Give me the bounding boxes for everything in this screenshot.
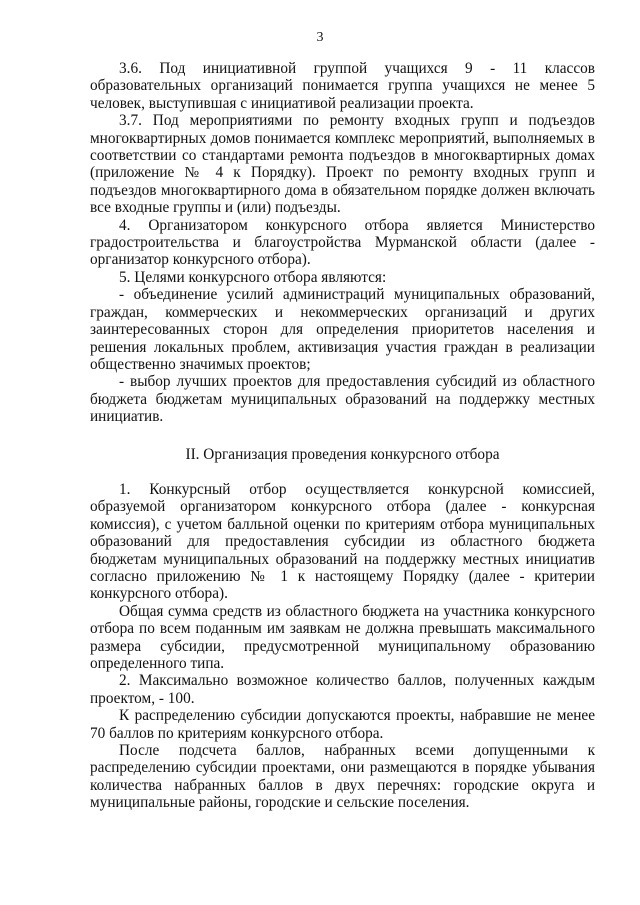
paragraph-3-7: 3.7. Под мероприятиями по ремонту входных групп и подъездов многоквартирных домов понимается комплекс мероприятий, выполняемых в соответствии со стандартами ремонта подъездов в многоквартирных домах (приложение № 4 к Порядку). Проект по ремонту входных групп и подъездов многоквартирного дома в обязательном порядке должен включать все входные группы и (или) подъезды. — [90, 112, 595, 217]
paragraph-3-6: 3.6. Под инициативной группой учащихся 9 - 11 классов образовательных организаций понимается группа учащихся не менее 5 человек, выступившая с инициативой реализации проекта. — [90, 60, 595, 112]
paragraph-4: 4. Организатором конкурсного отбора является Министерство градостроительства и благоустройства Мурманской области (далее - организатор конкурсного отбора). — [90, 216, 595, 269]
goal-item-2: - выбор лучших проектов для предоставления субсидий из областного бюджета бюджетам муниципальных образований на поддержку местных инициатив. — [90, 373, 595, 426]
page-number: 3 — [316, 30, 324, 45]
section2-paragraph-2: 2. Максимально возможное количество баллов, полученных каждым проектом, - 100. — [90, 672, 595, 707]
section-heading: II. Организация проведения конкурсного отбора — [185, 445, 500, 463]
section2-paragraph-1: 1. Конкурсный отбор осуществляется конкурсной комиссией, образуемой организатором конкурсного отбора (далее - конкурсная комиссия), с учетом балльной оценки по критериям отбора муниципальных образований для предоставления субсидии из областного бюджета бюджетам муниципальных образований на поддержку местных инициатив согласно приложению № 1 к настоящему Порядку (далее - критерии конкурсного отбора). — [90, 480, 595, 603]
paragraph-5: 5. Целями конкурсного отбора являются: — [119, 268, 387, 286]
section2-paragraph-admission: К распределению субсидии допускаются проекты, набравшие не менее 70 баллов по критериям конкурсного отбора. — [90, 707, 595, 742]
section2-paragraph-ranking: После подсчета баллов, набранных всеми допущенными к распределению субсидии проектами, они размещаются в порядке убывания количества набранных баллов в двух перечнях: городские округа и муниципальные районы, городские и сельские поселения. — [90, 742, 595, 812]
goal-item-1: - объединение усилий администраций муниципальных образований, граждан, коммерческих и некоммерческих организаций и других заинтересованных сторон для определения приоритетов населения и решения локальных проблем, активизация участия граждан в реализации общественно значимых проектов; — [90, 286, 595, 373]
document-body — [90, 60, 595, 812]
section2-paragraph-total-sum: Общая сумма средств из областного бюджета на участника конкурсного отбора по всем поданным им заявкам не должна превышать максимального размера субсидии, предусмотренной муниципальному образованию определенного типа. — [90, 602, 595, 672]
